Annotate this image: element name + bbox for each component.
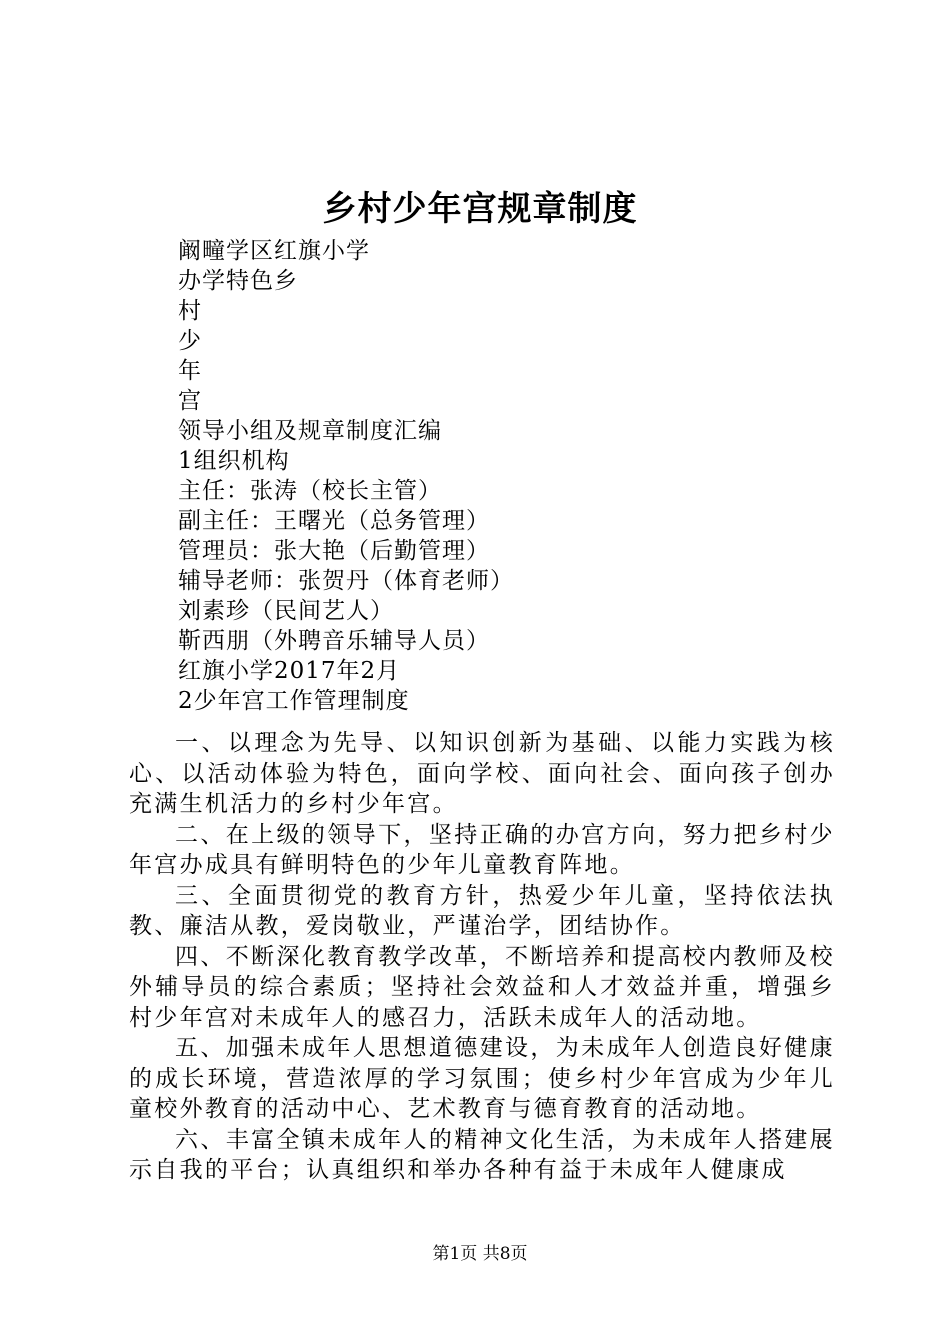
page-footer: 第1页 共8页 [432,1244,528,1264]
text-line: 村 [178,298,202,324]
text-line: 阚疃学区红旗小学 [178,238,370,264]
text-line: 少 [178,328,202,354]
text-line: 主任：张涛（校长主管） [178,478,442,504]
text-line: 靳西朋（外聘音乐辅导人员） [178,628,490,654]
text-line: 宫 [178,388,202,414]
section-heading: 1组织机构 [178,448,290,474]
text-line: 副主任：王曙光（总务管理） [178,508,490,534]
text-line: 办学特色乡 [178,268,298,294]
document-body [129,728,835,1186]
text-line: 领导小组及规章制度汇编 [178,418,442,444]
paragraph: 六、丰富全镇未成年人的精神文化生活，为未成年人搭建展示自我的平台；认真组织和举办各种有益于未成年人健康成 [129,1126,835,1183]
section-heading: 2少年宫工作管理制度 [178,688,410,714]
text-line: 辅导老师：张贺丹（体育老师） [178,568,514,594]
text-line: 刘素珍（民间艺人） [178,598,394,624]
text-line: 管理员：张大艳（后勤管理） [178,538,490,564]
paragraph: 四、不断深化教育教学改革，不断培养和提高校内教师及校外辅导员的综合素质；坚持社会效益和人才效益并重，增强乡村少年宫对未成年人的感召力，活跃未成年人的活动地。 [129,943,835,1031]
paragraph: 五、加强未成年人思想道德建设，为未成年人创造良好健康的成长环境，营造浓厚的学习氛围；使乡村少年宫成为少年儿童校外教育的活动中心、艺术教育与德育教育的活动地。 [129,1035,835,1122]
text-line: 红旗小学2017年2月 [178,658,401,684]
document-header-lines [178,236,878,716]
paragraph: 二、在上级的领导下，坚持正确的办宫方向，努力把乡村少年宫办成具有鲜明特色的少年儿童教育阵地。 [129,821,835,878]
document-title: 乡村少年宫规章制度 [322,189,638,229]
paragraph: 三、全面贯彻党的教育方针，热爱少年儿童，坚持依法执教、廉洁从教，爱岗敬业，严谨治学，团结协作。 [129,882,835,939]
text-line: 年 [178,358,202,384]
paragraph: 一、以理念为先导、以知识创新为基础、以能力实践为核心、以活动体验为特色，面向学校、面向社会、面向孩子创办充满生机活力的乡村少年宫。 [129,730,835,817]
